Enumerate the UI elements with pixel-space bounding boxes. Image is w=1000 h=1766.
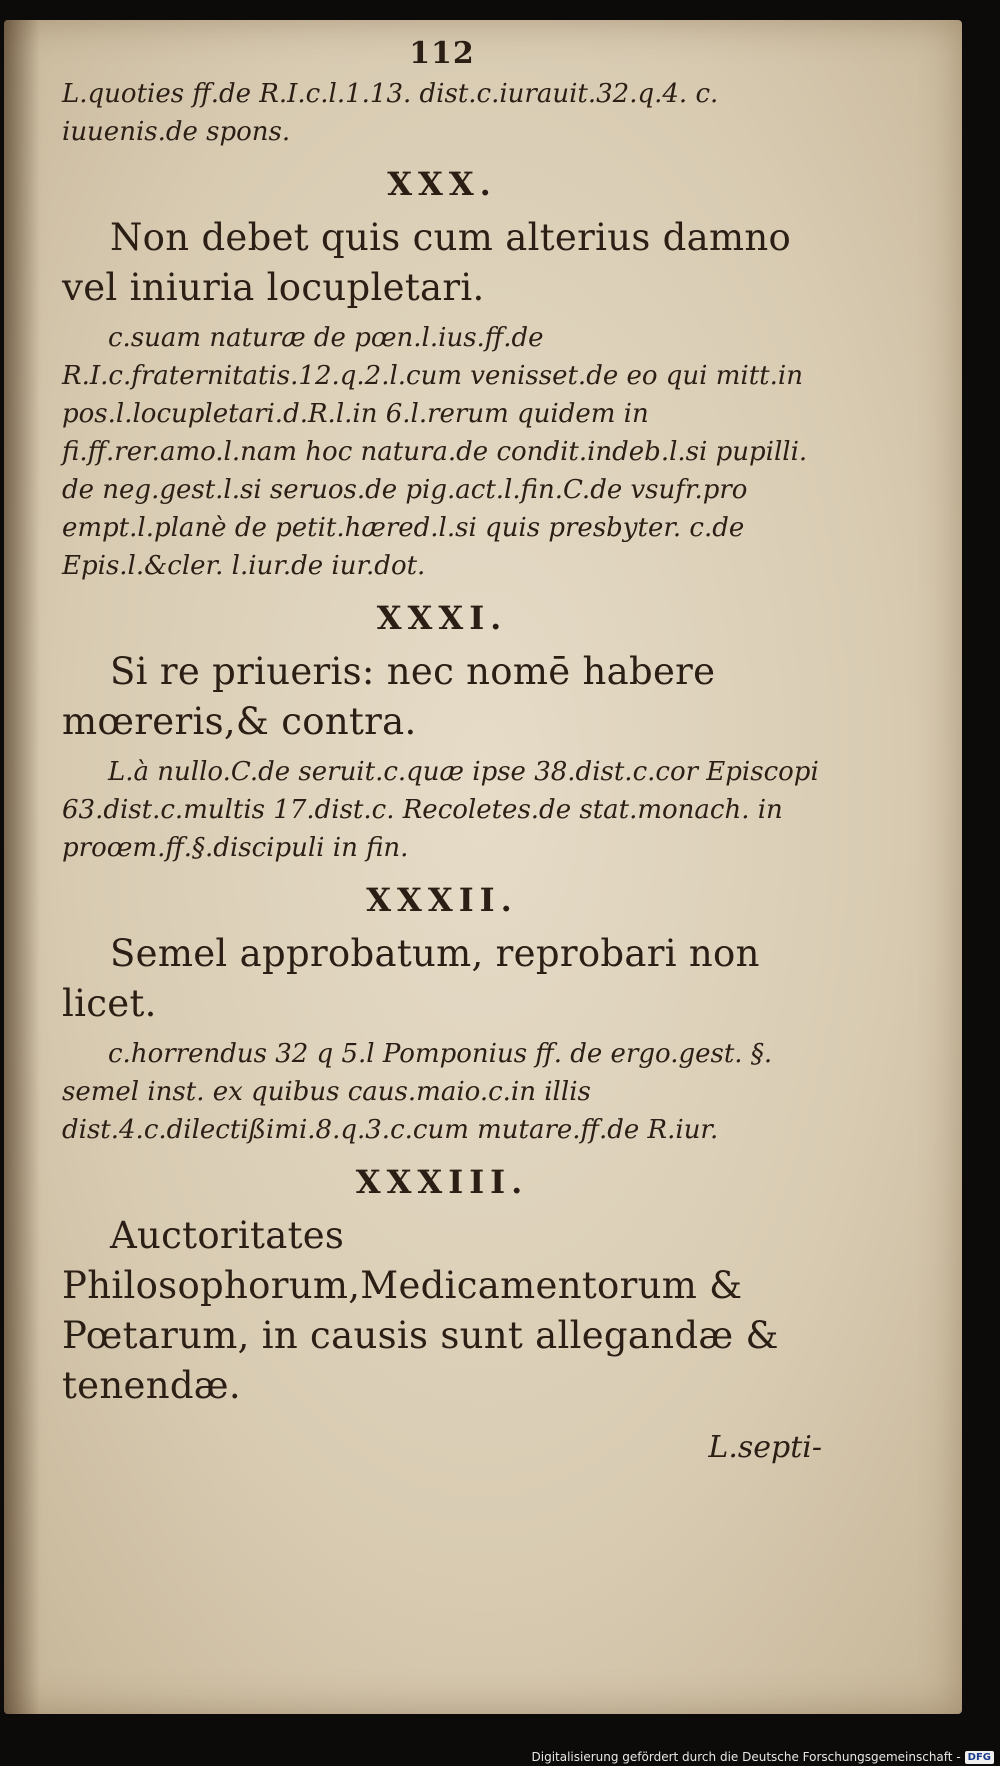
book-page (4, 20, 962, 1714)
citation-text: L.à nullo.C.de seruit.c.quæ ipse 38.dist.c.cor Episcopi 63.dist.c.multis 17.dist.c. Recoletes.de stat.monach. in proœm.ff.§.discipuli in fin. (62, 757, 819, 863)
footer-text: Digitalisierung gefördert durch die Deutsche Forschungsgemeinschaft - (531, 1750, 961, 1764)
maxim-text: Si re priueris: nec nomē habere mœreris,& contra. (62, 650, 716, 743)
section-numeral: XXX. (387, 165, 497, 203)
section-numeral: XXXII. (366, 881, 518, 919)
gutter-shadow (4, 20, 40, 1714)
section-numeral: XXXIII. (355, 1163, 529, 1201)
top-citation: L.quoties ff.de R.I.c.l.1.13. dist.c.iurauit.32.q.4. c. iuuenis.de spons. (62, 79, 719, 147)
citation-text: c.suam naturæ de pœn.l.ius.ff.de R.I.c.fraternitatis.12.q.2.l.cum venisset.de eo qui mitt.in pos.l.locupletari.d.R.l.in 6.l.rerum quidem in fi.ff.rer.amo.l.nam hoc natura.de condit.indeb.l.si pupilli. de neg.gest.l.si seruos.de pig.act.l.fin.C.de vsufr.pro empt.l.planè de petit.hæred.l.si quis presbyter. c.de Epis.l.&cler. l.iur.de iur.dot. (62, 323, 808, 581)
maxim-text: Auctoritates Philosophorum,Medicamentorum & Pœtarum, in causis sunt allegandæ & tenendæ. (62, 1214, 779, 1407)
maxim-text: Semel approbatum, reprobari non licet. (62, 932, 760, 1025)
page-number: 112 (409, 36, 475, 71)
section-numeral: XXXI. (376, 599, 508, 637)
digitization-footer (532, 1750, 995, 1764)
dfg-logo-icon: DFG (965, 1751, 994, 1764)
maxim-text: Non debet quis cum alterius damno vel iniuria locupletari. (62, 216, 792, 309)
catchword: L.septi- (708, 1430, 822, 1465)
citation-text: c.horrendus 32 q 5.l Pomponius ff. de ergo.gest. §. semel inst. ex quibus caus.maio.c.in illis dist.4.c.dilectißimi.8.q.3.c.cum mutare.ff.de R.iur. (62, 1039, 773, 1145)
page-text (62, 36, 822, 1417)
